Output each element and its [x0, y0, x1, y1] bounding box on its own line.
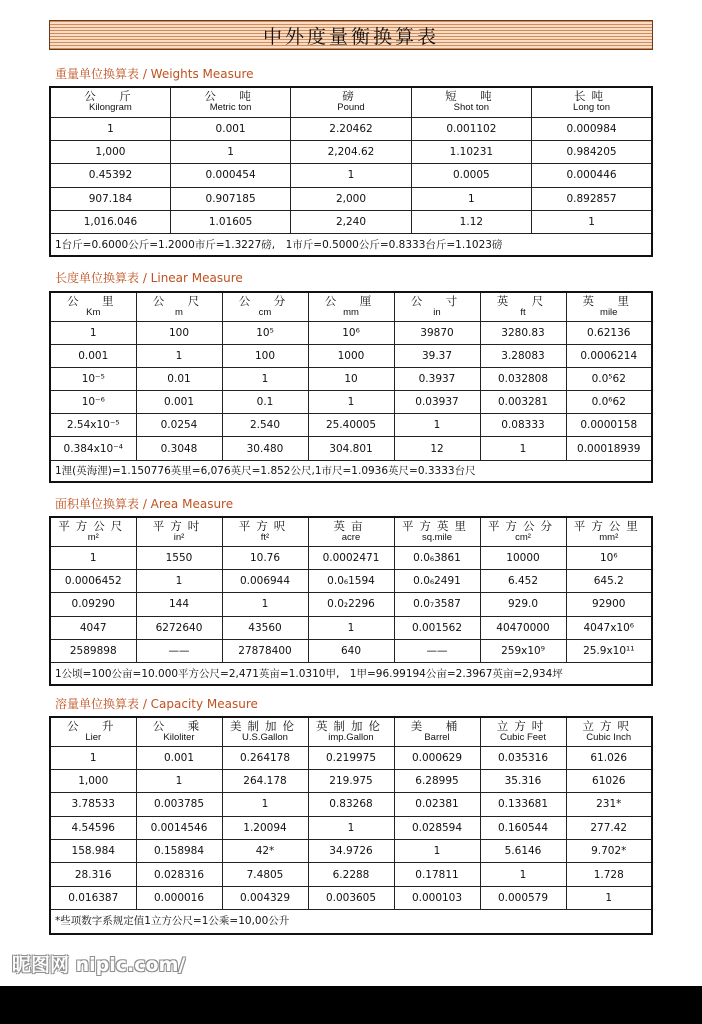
- table-cell: 10.76: [222, 546, 308, 569]
- table-note: 1台斤=0.6000公斤=1.2000市斤=1.3227磅, 1市斤=0.5000公斤=0.8333台斤=1.1023磅: [50, 234, 652, 256]
- table-cell: 3.28083: [480, 344, 566, 367]
- table-cell: 0.17811: [394, 863, 480, 886]
- table-cell: 6272640: [136, 616, 222, 639]
- column-header-en: Barrel: [424, 731, 450, 743]
- column-header-en: Long ton: [573, 102, 611, 114]
- table-cell: 0.0₆1594: [308, 569, 394, 592]
- column-header-zh: 公 厘: [324, 293, 378, 308]
- column-header-zh: 公 升: [67, 718, 120, 733]
- column-header-zh: 公 斤: [84, 89, 137, 104]
- column-header-zh: 英亩: [333, 518, 369, 533]
- table-cell: 6.452: [480, 569, 566, 592]
- column-header: [394, 717, 480, 746]
- table-cell: 1.20094: [222, 816, 308, 839]
- table-cell: 0.035316: [480, 746, 566, 769]
- table-cell: 39.37: [394, 344, 480, 367]
- table-cell: 0.001102: [411, 117, 531, 140]
- table-cell: 0.000446: [532, 164, 652, 187]
- column-header-en: sq.mile: [421, 531, 453, 543]
- header-row: [50, 87, 652, 117]
- column-header-en: U.S.Gallon: [242, 731, 288, 743]
- table-cell: 0.08333: [480, 414, 566, 437]
- table-cell: 158.984: [50, 840, 136, 863]
- table-cell: 2,000: [291, 187, 411, 210]
- column-header-en: in²: [173, 531, 185, 543]
- table-cell: 2,204.62: [291, 140, 411, 163]
- table-cell: 1.12: [411, 211, 531, 234]
- watermark: 昵图网 nipic.com/: [12, 954, 186, 976]
- column-header: [222, 292, 308, 321]
- table-cell: 0.0₆2491: [394, 569, 480, 592]
- table-cell: 25.9x10¹¹: [566, 640, 652, 663]
- table-row: [50, 367, 652, 390]
- column-header: [566, 517, 652, 546]
- note-row: [50, 234, 652, 256]
- column-header-en: cm²: [515, 531, 531, 543]
- column-header: [394, 517, 480, 546]
- column-header: [411, 87, 531, 117]
- table-cell: 10⁻⁶: [50, 391, 136, 414]
- table-cell: 0.003281: [480, 391, 566, 414]
- table-cell: 1: [308, 816, 394, 839]
- table-cell: 0.0006214: [566, 344, 652, 367]
- table-cell: 0.032808: [480, 367, 566, 390]
- table-cell: 92900: [566, 593, 652, 616]
- column-header: [480, 517, 566, 546]
- table-cell: 30.480: [222, 437, 308, 460]
- table-cell: 144: [136, 593, 222, 616]
- column-header-en: Km: [86, 306, 101, 318]
- column-header-en: cm: [258, 306, 272, 318]
- table-cell: 907.184: [50, 187, 170, 210]
- table-cell: 0.000629: [394, 746, 480, 769]
- table-cell: 0.00018939: [566, 437, 652, 460]
- table-cell: 0.03937: [394, 391, 480, 414]
- header-row: [50, 292, 652, 321]
- bottom-bar: [0, 986, 702, 1024]
- table-cell: 264.178: [222, 769, 308, 792]
- table-cell: 3.78533: [50, 793, 136, 816]
- header-row: [50, 517, 652, 546]
- table-cell: 0.45392: [50, 164, 170, 187]
- column-header-en: Metric ton: [209, 102, 252, 114]
- column-header-zh: 公 吨: [204, 89, 257, 104]
- column-header: [532, 87, 652, 117]
- column-header-zh: 平方公分: [488, 518, 558, 533]
- column-header: [222, 517, 308, 546]
- table-cell: 0.000016: [136, 886, 222, 909]
- table-cell: 1: [136, 569, 222, 592]
- column-header-zh: 公 乘: [152, 718, 206, 733]
- table-cell: 10⁻⁵: [50, 367, 136, 390]
- table-cell: 0.0₂2296: [308, 593, 394, 616]
- table-cell: 4047: [50, 616, 136, 639]
- note-row: [50, 460, 652, 482]
- table-cell: 0.09290: [50, 593, 136, 616]
- table-cell: 7.4805: [222, 863, 308, 886]
- table-cell: 259x10⁹: [480, 640, 566, 663]
- table-cell: 0.0₆3861: [394, 546, 480, 569]
- table-cell: 0.01: [136, 367, 222, 390]
- table-row: [50, 391, 652, 414]
- column-header: [50, 717, 136, 746]
- table-cell: 1.10231: [411, 140, 531, 163]
- table-cell: 40470000: [480, 616, 566, 639]
- table-cell: 0.1: [222, 391, 308, 414]
- table-row: [50, 886, 652, 909]
- column-header: [308, 517, 394, 546]
- table-cell: 27878400: [222, 640, 308, 663]
- table-cell: 61.026: [566, 746, 652, 769]
- table-cell: 0.62136: [566, 321, 652, 344]
- table-cell: 10⁵: [222, 321, 308, 344]
- table-cell: 1: [480, 437, 566, 460]
- table-cell: 1: [308, 616, 394, 639]
- table-row: [50, 793, 652, 816]
- table-cell: 100: [222, 344, 308, 367]
- table-cell: 0.264178: [222, 746, 308, 769]
- column-header-zh: 英 里: [582, 293, 635, 308]
- table-cell: 0.000984: [532, 117, 652, 140]
- table-cell: 0.001562: [394, 616, 480, 639]
- column-header-zh: 英 尺: [496, 293, 550, 308]
- table-cell: 9.702*: [566, 840, 652, 863]
- table-cell: 0.000103: [394, 886, 480, 909]
- column-header: [170, 87, 290, 117]
- table-row: [50, 211, 652, 234]
- table-cell: 0.0005: [411, 164, 531, 187]
- table-cell: 6.28995: [394, 769, 480, 792]
- column-header-zh: 美制加伦: [230, 718, 300, 733]
- table-cell: 1: [50, 546, 136, 569]
- table-cell: 0.006944: [222, 569, 308, 592]
- table-cell: 0.001: [136, 746, 222, 769]
- page-title: 中外度量衡换算表: [262, 25, 439, 48]
- table-cell: 100: [136, 321, 222, 344]
- column-header-en: m²: [87, 531, 99, 543]
- table-cell: ——: [394, 640, 480, 663]
- column-header-en: Kilongram: [89, 102, 132, 114]
- area-table: [49, 516, 653, 686]
- column-header: [480, 717, 566, 746]
- column-header-en: in: [433, 306, 441, 318]
- table-cell: 1: [411, 187, 531, 210]
- table-cell: 0.384x10⁻⁴: [50, 437, 136, 460]
- table-row: [50, 414, 652, 437]
- column-header-en: Shot ton: [453, 102, 490, 114]
- table-cell: 0.02381: [394, 793, 480, 816]
- table-cell: 0.0000158: [566, 414, 652, 437]
- table-cell: 10⁶: [308, 321, 394, 344]
- column-header-zh: 平方公尺: [58, 518, 129, 533]
- table-cell: 1.01605: [170, 211, 290, 234]
- table-cell: 1,000: [50, 140, 170, 163]
- table-cell: 1,000: [50, 769, 136, 792]
- table-cell: 3280.83: [480, 321, 566, 344]
- column-header: [50, 517, 136, 546]
- table-cell: 1: [222, 593, 308, 616]
- header-row: [50, 717, 652, 746]
- table-cell: 2.540: [222, 414, 308, 437]
- table-cell: 1: [532, 211, 652, 234]
- table-cell: 1: [291, 164, 411, 187]
- table-cell: 0.158984: [136, 840, 222, 863]
- table-cell: 1: [394, 414, 480, 437]
- table-cell: 0.003605: [308, 886, 394, 909]
- table-cell: 0.001: [50, 344, 136, 367]
- column-header-en: imp.Gallon: [328, 731, 374, 743]
- weights-table: [49, 86, 653, 257]
- column-header-zh: 立方吋: [496, 718, 550, 733]
- column-header-zh: 公 里: [67, 293, 120, 308]
- table-cell: 1550: [136, 546, 222, 569]
- table-cell: 0.133681: [480, 793, 566, 816]
- column-header-en: mile: [600, 306, 618, 318]
- column-header-en: Kiloliter: [163, 731, 195, 743]
- table-cell: 1000: [308, 344, 394, 367]
- table-cell: 0.000454: [170, 164, 290, 187]
- table-cell: 61026: [566, 769, 652, 792]
- table-cell: 39870: [394, 321, 480, 344]
- table-note: 1公顷=100公亩=10.000平方公尺=2,471英亩=1.0310甲, 1甲=96.99194公亩=2.3967英亩=2,934坪: [50, 663, 652, 685]
- table-row: [50, 164, 652, 187]
- table-row: [50, 569, 652, 592]
- column-header-en: ft: [520, 306, 526, 318]
- table-cell: 10⁶: [566, 546, 652, 569]
- table-row: [50, 640, 652, 663]
- table-cell: 0.001: [136, 391, 222, 414]
- linear-section-title: 长度单位换算表 / Linear Measure: [55, 271, 243, 285]
- table-row: [50, 437, 652, 460]
- table-cell: 0.0002471: [308, 546, 394, 569]
- column-header: [566, 292, 652, 321]
- table-row: [50, 140, 652, 163]
- weights-section-title: 重量单位换算表 / Weights Measure: [55, 67, 254, 81]
- page-title-banner: [49, 20, 653, 50]
- column-header: [222, 717, 308, 746]
- table-cell: 2,240: [291, 211, 411, 234]
- column-header-zh: 公 尺: [152, 293, 206, 308]
- table-cell: 0.892857: [532, 187, 652, 210]
- column-header-en: mm: [343, 306, 359, 318]
- column-header: [136, 517, 222, 546]
- table-cell: 0.016387: [50, 886, 136, 909]
- column-header-zh: 公 分: [238, 293, 292, 308]
- table-row: [50, 816, 652, 839]
- column-header-en: Lier: [85, 731, 102, 743]
- table-row: [50, 840, 652, 863]
- column-header-zh: 英制加伦: [316, 718, 386, 733]
- column-header: [50, 87, 170, 117]
- table-row: [50, 769, 652, 792]
- table-cell: 1,016.046: [50, 211, 170, 234]
- table-cell: 1: [50, 746, 136, 769]
- column-header-zh: 平方吋: [152, 518, 206, 533]
- table-cell: 0.0⁶62: [566, 391, 652, 414]
- column-header: [480, 292, 566, 321]
- table-cell: 0.0006452: [50, 569, 136, 592]
- table-cell: 0.028316: [136, 863, 222, 886]
- column-header-zh: 平方呎: [238, 518, 292, 533]
- table-cell: 4047x10⁶: [566, 616, 652, 639]
- table-cell: 0.219975: [308, 746, 394, 769]
- table-cell: 929.0: [480, 593, 566, 616]
- table-cell: 0.000579: [480, 886, 566, 909]
- column-header-zh: 美 桶: [410, 718, 464, 733]
- column-header-en: Cubic Feet: [500, 731, 546, 743]
- table-cell: 0.004329: [222, 886, 308, 909]
- table-cell: 35.316: [480, 769, 566, 792]
- column-header: [291, 87, 411, 117]
- column-header: [566, 717, 652, 746]
- table-cell: 1: [50, 117, 170, 140]
- column-header-zh: 平方公里: [573, 518, 644, 533]
- column-header: [308, 717, 394, 746]
- table-cell: 1: [170, 140, 290, 163]
- table-cell: 5.6146: [480, 840, 566, 863]
- table-cell: 0.3048: [136, 437, 222, 460]
- table-cell: 42*: [222, 840, 308, 863]
- column-header-en: m: [175, 306, 183, 318]
- table-row: [50, 344, 652, 367]
- table-cell: 4.54596: [50, 816, 136, 839]
- column-header-zh: 磅: [342, 89, 360, 104]
- table-cell: 1: [566, 886, 652, 909]
- table-row: [50, 546, 652, 569]
- table-row: [50, 593, 652, 616]
- column-header: [136, 292, 222, 321]
- table-cell: 1: [308, 391, 394, 414]
- table-cell: 231*: [566, 793, 652, 816]
- column-header-zh: 公 寸: [410, 293, 464, 308]
- column-header-en: mm²: [599, 531, 619, 543]
- table-cell: 0.001: [170, 117, 290, 140]
- table-row: [50, 321, 652, 344]
- table-cell: 1: [50, 321, 136, 344]
- table-cell: 0.907185: [170, 187, 290, 210]
- table-cell: ——: [136, 640, 222, 663]
- table-cell: 0.83268: [308, 793, 394, 816]
- table-cell: 6.2288: [308, 863, 394, 886]
- capacity-section-title: 溶量单位换算表 / Capacity Measure: [55, 697, 258, 711]
- table-cell: 34.9726: [308, 840, 394, 863]
- table-cell: 219.975: [308, 769, 394, 792]
- table-cell: 28.316: [50, 863, 136, 886]
- column-header-en: acre: [341, 531, 361, 543]
- table-row: [50, 187, 652, 210]
- capacity-table: [49, 716, 653, 935]
- column-header-zh: 长吨: [574, 89, 610, 104]
- table-cell: 645.2: [566, 569, 652, 592]
- column-header: [50, 292, 136, 321]
- column-header-zh: 平方英里: [402, 518, 472, 533]
- table-cell: 1: [136, 344, 222, 367]
- table-cell: 1: [480, 863, 566, 886]
- table-cell: 0.0₇3587: [394, 593, 480, 616]
- table-cell: 1.728: [566, 863, 652, 886]
- area-section-title: 面积单位换算表 / Area Measure: [55, 497, 234, 511]
- table-cell: 0.160544: [480, 816, 566, 839]
- table-cell: 1: [394, 840, 480, 863]
- column-header: [136, 717, 222, 746]
- column-header-en: ft²: [260, 531, 270, 543]
- table-cell: 304.801: [308, 437, 394, 460]
- table-cell: 2.20462: [291, 117, 411, 140]
- linear-table: [49, 291, 653, 483]
- table-cell: 25.40005: [308, 414, 394, 437]
- table-cell: 43560: [222, 616, 308, 639]
- table-row: [50, 746, 652, 769]
- column-header-zh: 短 吨: [445, 89, 498, 104]
- column-header: [308, 292, 394, 321]
- table-cell: 10000: [480, 546, 566, 569]
- column-header-en: Cubic Inch: [586, 731, 632, 743]
- table-cell: 0.3937: [394, 367, 480, 390]
- table-cell: 10: [308, 367, 394, 390]
- table-cell: 277.42: [566, 816, 652, 839]
- table-cell: 2.54x10⁻⁵: [50, 414, 136, 437]
- note-row: [50, 910, 652, 934]
- column-header-en: Pound: [337, 102, 365, 114]
- table-cell: 2589898: [50, 640, 136, 663]
- table-cell: 0.984205: [532, 140, 652, 163]
- table-row: [50, 863, 652, 886]
- table-cell: 1: [222, 367, 308, 390]
- table-cell: 0.0⁵62: [566, 367, 652, 390]
- table-note: *些项数字系规定值1立方公尺=1公乘=10,00公升: [50, 910, 652, 934]
- table-cell: 1: [136, 769, 222, 792]
- column-header-zh: 立方呎: [582, 718, 635, 733]
- table-cell: 12: [394, 437, 480, 460]
- table-cell: 640: [308, 640, 394, 663]
- table-cell: 0.0254: [136, 414, 222, 437]
- table-cell: 1: [222, 793, 308, 816]
- table-note: 1浬(英海浬)=1.150776英里=6,076英尺=1.852公尺,1市尺=1.0936英尺=0.3333台尺: [50, 460, 652, 482]
- table-row: [50, 616, 652, 639]
- table-row: [50, 117, 652, 140]
- table-cell: 0.003785: [136, 793, 222, 816]
- table-cell: 0.0014546: [136, 816, 222, 839]
- note-row: [50, 663, 652, 685]
- column-header: [394, 292, 480, 321]
- table-cell: 0.028594: [394, 816, 480, 839]
